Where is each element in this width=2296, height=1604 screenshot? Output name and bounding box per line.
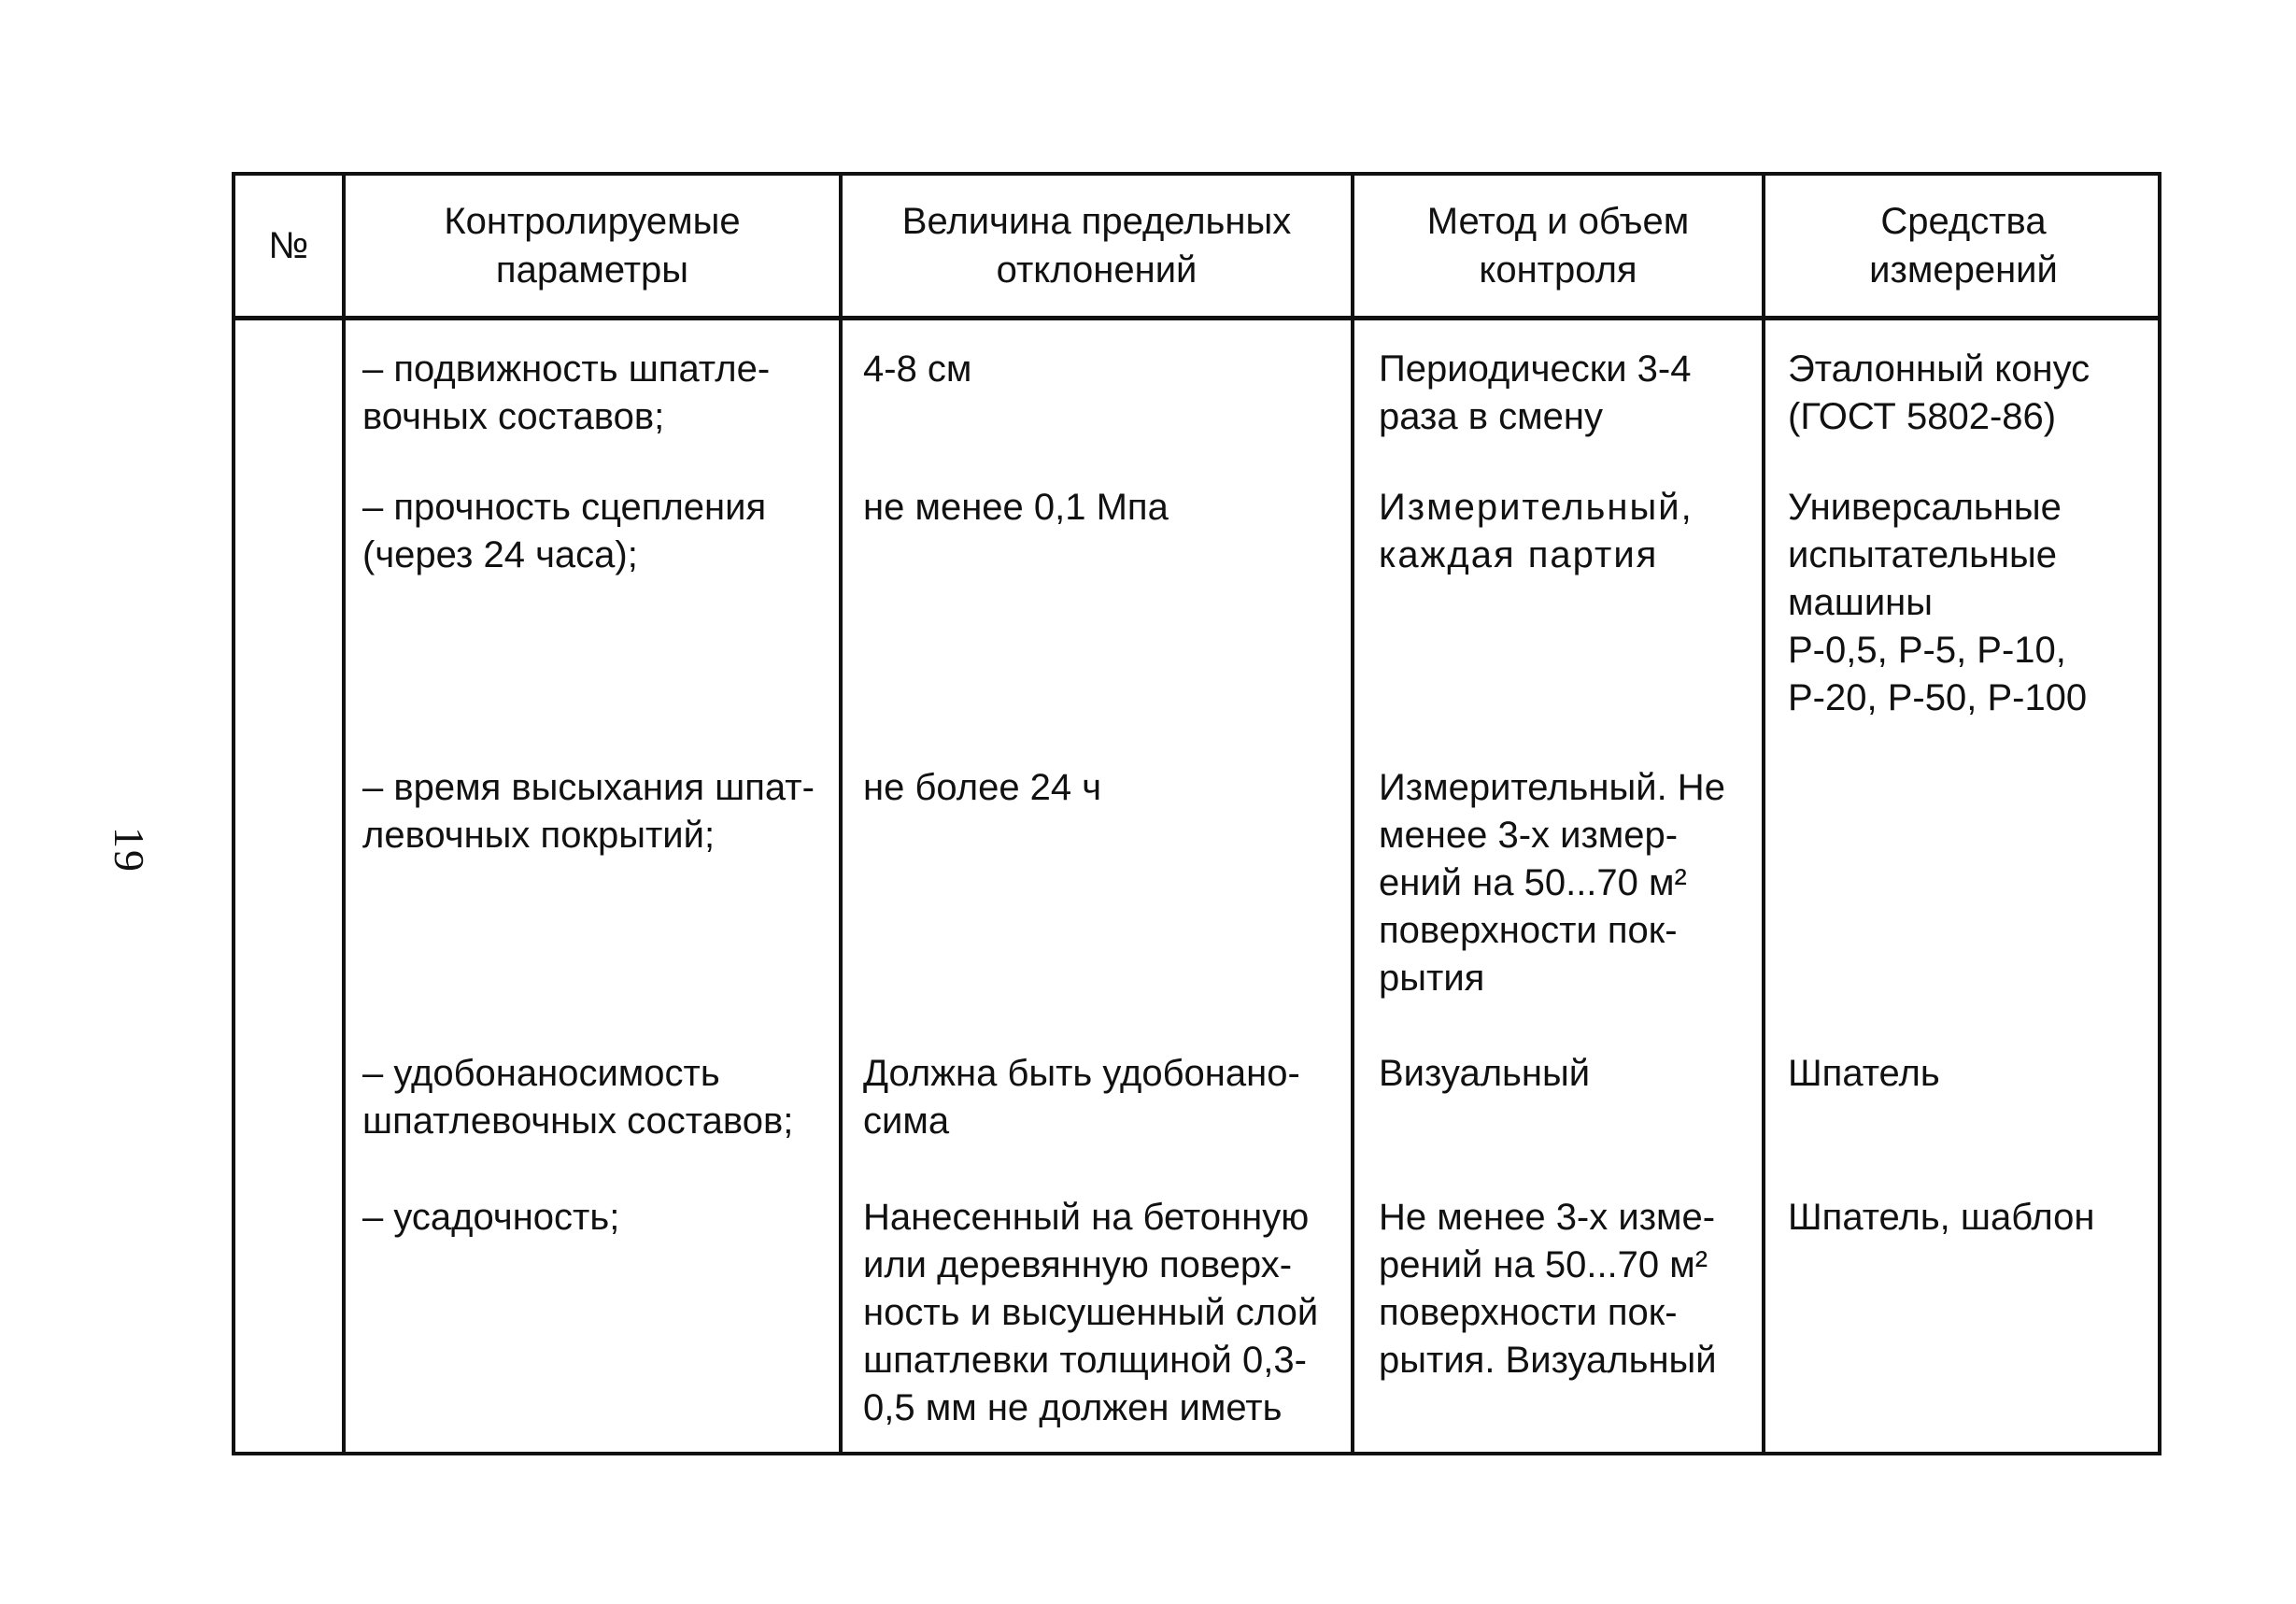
column-divider xyxy=(1351,176,1354,1452)
row-1-parameter: – подвижность шпатле- вочных составов; xyxy=(362,348,771,437)
row-3-deviation: не более 24 ч xyxy=(863,767,1102,808)
control-table xyxy=(232,172,2161,1455)
row-2-method: Измерительный, каждая партия xyxy=(1379,487,1694,575)
header-parameters: Контролируемые параметры xyxy=(444,201,741,291)
row-5-instruments: Шпатель, шаблон xyxy=(1788,1197,2095,1238)
row-4-deviation: Должна быть удобонано- сима xyxy=(863,1053,1300,1142)
column-divider xyxy=(839,176,843,1452)
row-2-instruments: Универсальные испытательные машины Р-0,5, Р-5, Р-10, Р-20, Р-50, Р-100 xyxy=(1788,487,2088,718)
row-5-parameter: – усадочность; xyxy=(362,1197,620,1238)
row-1-instruments: Эталонный конус (ГОСТ 5802-86) xyxy=(1788,348,2090,437)
row-4-parameter: – удобонаносимость шпатлевочных составов; xyxy=(362,1053,794,1142)
row-3-method: Измерительный. Не менее 3-х измер- ений на 50...70 м² поверхности пок- рытия xyxy=(1379,767,1725,999)
row-4-instruments: Шпатель xyxy=(1788,1053,1940,1094)
row-3-parameter: – время высыхания шпат- левочных покрытий; xyxy=(362,767,815,856)
row-5-deviation: Нанесенный на бетонную или деревянную поверх- ность и высушенный слой шпатлевки толщиной 0,3- 0,5 мм не должен иметь xyxy=(863,1197,1319,1428)
row-5-method: Не менее 3-х изме- рений на 50...70 м² поверхности пок- рытия. Визуальный xyxy=(1379,1197,1717,1381)
page-number: 19 xyxy=(106,827,153,873)
row-1-method: Периодически 3-4 раза в смену xyxy=(1379,348,1692,437)
row-2-deviation: не менее 0,1 Мпа xyxy=(863,487,1169,528)
column-divider xyxy=(1762,176,1765,1452)
header-number: № xyxy=(268,225,309,266)
header-deviations: Величина предельных отклонений xyxy=(901,201,1292,291)
header-divider xyxy=(235,316,2158,320)
header-instruments: Средства измерений xyxy=(1869,201,2058,291)
header-method: Метод и объем контроля xyxy=(1426,201,1690,291)
column-divider xyxy=(342,176,346,1452)
row-2-parameter: – прочность сцепления (через 24 часа); xyxy=(362,487,767,575)
row-4-method: Визуальный xyxy=(1379,1053,1591,1094)
row-1-deviation: 4-8 см xyxy=(863,348,972,390)
